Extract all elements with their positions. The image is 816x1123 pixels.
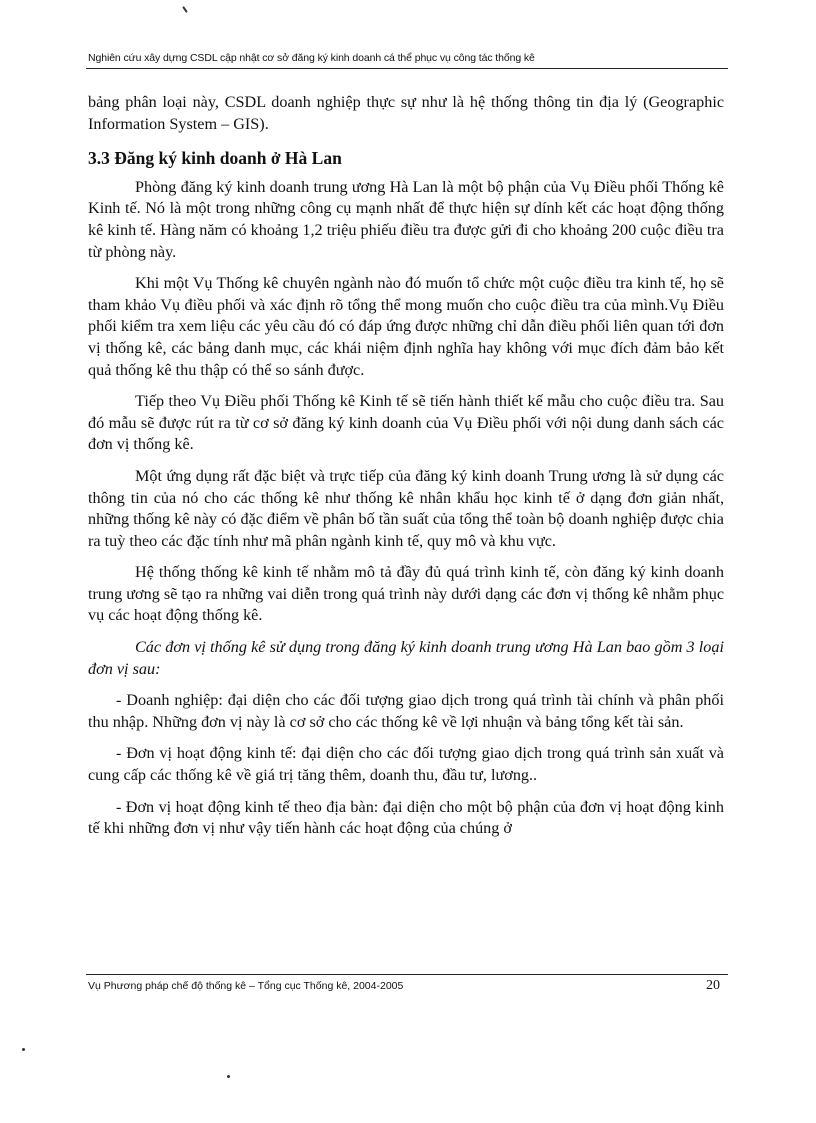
bullet-economic-unit: - Đơn vị hoạt động kinh tế: đại diện cho các đối tượng giao dịch trong quá trình sản xuất và cung cấp các thống kê về giá trị tăng thêm, doanh thu, đầu tư, lương.. bbox=[88, 744, 724, 785]
scan-speck bbox=[22, 1048, 25, 1051]
running-header: Nghiên cứu xây dựng CSDL cập nhật cơ sở đăng ký kinh doanh cá thể phục vụ công tác thống kê bbox=[88, 52, 535, 64]
paragraph-3: Tiếp theo Vụ Điều phối Thống kê Kinh tế sẽ tiến hành thiết kế mẫu cho cuộc điều tra. Sau đó mẫu sẽ được rút ra từ cơ sở đăng ký kinh doanh của Vụ Điều phối với nội dung danh sách các đơn vị thống kê. bbox=[88, 392, 724, 454]
header-divider bbox=[86, 68, 728, 69]
scan-speck bbox=[227, 1075, 230, 1078]
section-heading: 3.3 Đăng ký kinh doanh ở Hà Lan bbox=[88, 148, 342, 169]
scan-mark bbox=[182, 6, 188, 13]
bullet-local-unit: - Đơn vị hoạt động kinh tế theo địa bàn: đại diện cho một bộ phận của đơn vị hoạt động kinh tế khi những đơn vị như vậy tiến hành các hoạt động của chúng ở bbox=[88, 797, 724, 838]
paragraph-2: Khi một Vụ Thống kê chuyên ngành nào đó muốn tổ chức một cuộc điều tra kinh tế, họ sẽ tham khảo Vụ điều phối và xác định rõ tổng thể mong muốn cho cuộc điều tra của mình.Vụ Điều phối kiểm tra xem liệu các yêu cầu đó có đáp ứng được những chỉ dẫn điều phối liên quan tới đơn vị thống kê, các bảng danh mục, các khái niệm định nghĩa hay không với mục đích đảm bảo kết quả thống kê thu thập có thể so sánh được. bbox=[88, 274, 724, 379]
paragraph-5: Hệ thống thống kê kinh tế nhằm mô tả đầy đủ quá trình kinh tế, còn đăng ký kinh doanh trung ương sẽ tạo ra những vai diễn trong quá trình này dưới dạng các đơn vị thống kê nhằm phục vụ các hoạt động thống kê. bbox=[88, 563, 724, 625]
page-body bbox=[88, 92, 724, 840]
paragraph-6-italic: Các đơn vị thống kê sử dụng trong đăng ký kinh doanh trung ương Hà Lan bao gồm 3 loại đơn vị sau: bbox=[88, 638, 724, 678]
intro-paragraph: bảng phân loại này, CSDL doanh nghiệp thực sự như là hệ thống thông tin địa lý (Geographic Information System – GIS). bbox=[88, 93, 724, 133]
paragraph-4: Một ứng dụng rất đặc biệt và trực tiếp của đăng ký kinh doanh Trung ương là sử dụng các thông tin của nó cho các thống kê như thống kê nhân khẩu học kinh tế ở dạng đơn giản nhất, những thống kê này có đặc điểm về phân bố tần suất của tổng thể toàn bộ doanh nghiệp được chia ra tuỳ theo các đặc tính như mã phân ngành kinh tế, quy mô và khu vực. bbox=[88, 466, 724, 550]
bullet-enterprise: - Doanh nghiệp: đại diện cho các đối tượng giao dịch trong quá trình tài chính và phân phối thu nhập. Những đơn vị này là cơ sở cho các thống kê về lợi nhuận và bảng tổng kết tài sản. bbox=[88, 691, 724, 731]
footer-divider bbox=[86, 974, 728, 975]
page-number: 20 bbox=[706, 978, 720, 993]
paragraph-1: Phòng đăng ký kinh doanh trung ương Hà Lan là một bộ phận của Vụ Điều phối Thống kê Kinh tế. Nó là một trong những công cụ mạnh nhất để thực hiện sự dính kết các hoạt động thống kê kinh tế. Hàng năm có khoảng 1,2 triệu phiếu điều tra được gửi đi cho khoảng 200 cuộc điều tra từ phòng này. bbox=[88, 177, 724, 261]
footer-source: Vụ Phương pháp chế độ thống kê – Tổng cục Thống kê, 2004-2005 bbox=[88, 980, 404, 992]
